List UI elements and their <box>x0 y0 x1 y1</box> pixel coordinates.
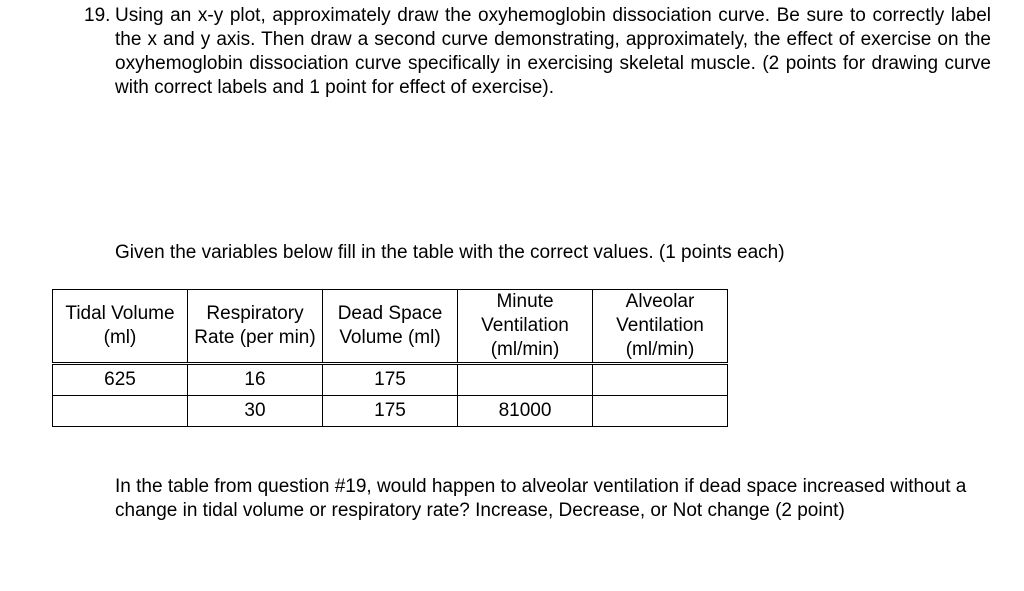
header-respiratory-rate: Respiratory Rate (per min) <box>188 290 323 364</box>
question-text: Using an x-y plot, approximately draw the oxyhemoglobin dissociation curve. Be sure to correctly label the x and y axis. Then draw a second curve demonstrating, approximately, the effect of exercise on the oxyhemoglobin dissociation curve specifically in exercising skeletal muscle. (2 points for drawing curve with correct labels and 1 point for effect of exercise). <box>115 5 991 98</box>
header-dead-space-volume: Dead Space Volume (ml) <box>323 290 458 364</box>
table-row <box>53 364 728 396</box>
cell-alveolar-ventilation <box>593 364 728 396</box>
cell-minute-ventilation: 81000 <box>458 396 593 427</box>
cell-alveolar-ventilation <box>593 396 728 427</box>
cell-respiratory-rate: 30 <box>188 396 323 427</box>
ventilation-table <box>52 289 728 427</box>
cell-minute-ventilation <box>458 364 593 396</box>
header-tidal-volume: Tidal Volume (ml) <box>53 290 188 364</box>
table-row <box>53 396 728 427</box>
header-minute-ventilation: Minute Ventilation (ml/min) <box>458 290 593 364</box>
question-number: 19. <box>84 5 111 26</box>
cell-respiratory-rate: 16 <box>188 364 323 396</box>
table-header-row <box>53 290 728 364</box>
cell-tidal-volume: 625 <box>53 364 188 396</box>
cell-dead-space-volume: 175 <box>323 396 458 427</box>
followup-question: In the table from question #19, would happen to alveolar ventilation if dead space increased without a change in tidal volume or respiratory rate? Increase, Decrease, or Not change (2 point) <box>115 476 967 521</box>
header-alveolar-ventilation: Alveolar Ventilation (ml/min) <box>593 290 728 364</box>
cell-dead-space-volume: 175 <box>323 364 458 396</box>
cell-tidal-volume <box>53 396 188 427</box>
table-instructions: Given the variables below fill in the table with the correct values. (1 points each) <box>115 242 785 263</box>
